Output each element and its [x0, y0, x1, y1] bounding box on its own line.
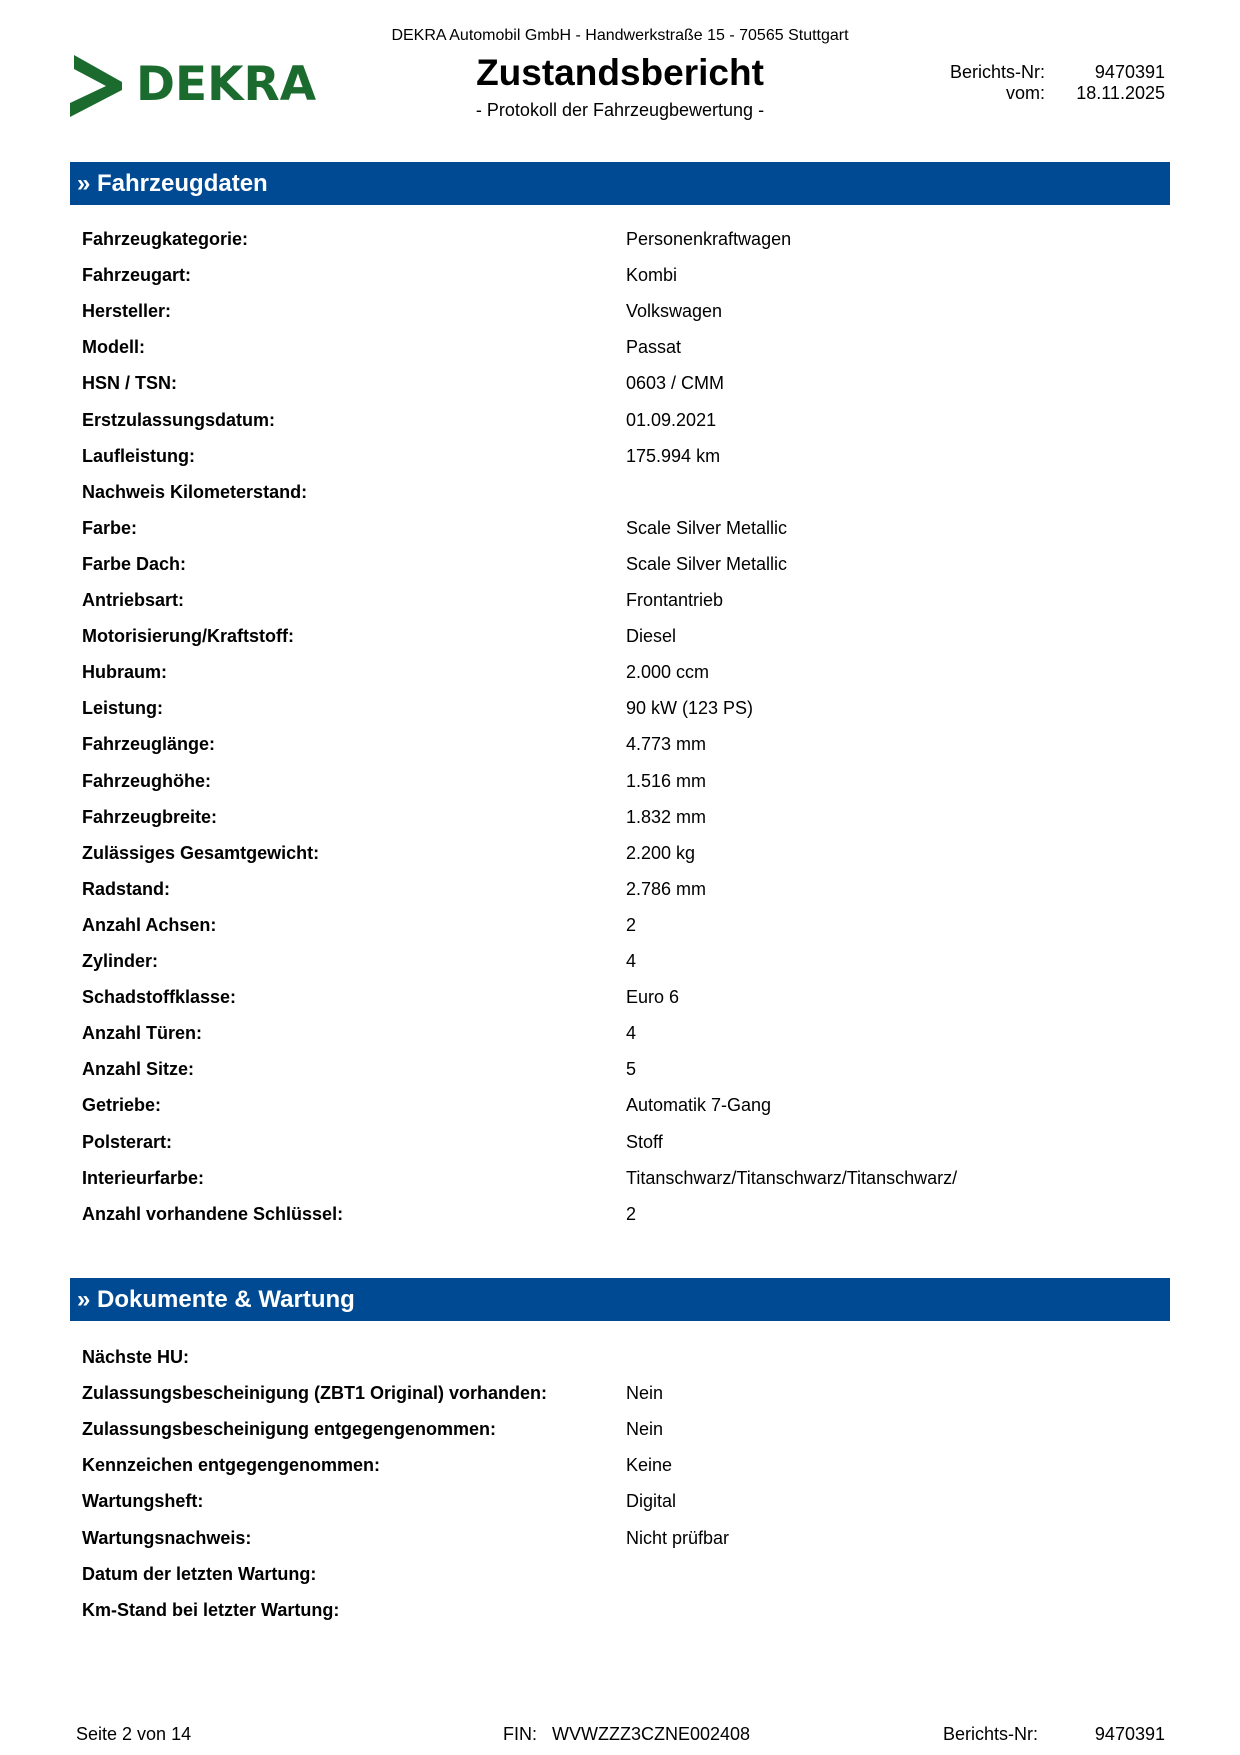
document-title: Zustandsbericht — [476, 52, 764, 93]
row-value: 0603 / CMM — [626, 373, 725, 393]
data-row — [82, 373, 1162, 409]
data-row — [82, 554, 1162, 590]
row-label: Antriebsart: — [82, 590, 185, 610]
row-value: Euro 6 — [626, 987, 680, 1007]
data-row — [82, 1383, 1162, 1419]
data-row — [82, 265, 1162, 301]
row-label: Radstand: — [82, 879, 171, 899]
row-label: Anzahl Türen: — [82, 1023, 202, 1043]
data-row — [82, 1491, 1162, 1527]
row-label: Interieurfarbe: — [82, 1168, 205, 1188]
data-row — [82, 1455, 1162, 1491]
data-row — [82, 1347, 1162, 1383]
row-label: Modell: — [82, 337, 145, 357]
data-row — [82, 446, 1162, 482]
row-value: Kombi — [626, 265, 678, 285]
row-label: Nächste HU: — [82, 1347, 190, 1367]
report-date: 18.11.2025 — [1076, 83, 1165, 103]
report-date-label: vom: — [1005, 83, 1045, 103]
data-row — [82, 1419, 1162, 1455]
data-row — [82, 626, 1162, 662]
row-value: Passat — [626, 337, 682, 357]
footer-fin-label: FIN: — [503, 1724, 537, 1744]
row-value: 4 — [626, 1023, 637, 1043]
data-row — [82, 1168, 1162, 1204]
data-row — [82, 1132, 1162, 1168]
section-header-dokumente-wartung: » Dokumente & Wartung — [70, 1278, 1170, 1321]
row-label: Anzahl Achsen: — [82, 915, 217, 935]
row-label: Leistung: — [82, 698, 163, 718]
row-label: Farbe: — [82, 518, 138, 538]
row-value: Nicht prüfbar — [626, 1528, 730, 1548]
row-label: Wartungsnachweis: — [82, 1528, 252, 1548]
row-value: Frontantrieb — [626, 590, 724, 610]
data-row — [82, 1204, 1162, 1240]
row-value: Volkswagen — [626, 301, 723, 321]
row-label: HSN / TSN: — [82, 373, 178, 393]
row-label: Fahrzeughöhe: — [82, 771, 211, 791]
data-row — [82, 590, 1162, 626]
row-label: Fahrzeuglänge: — [82, 734, 216, 754]
footer-page-number: Seite 2 von 14 — [76, 1724, 192, 1744]
data-row — [82, 518, 1162, 554]
dekra-logo-text: DEKRA — [136, 57, 317, 112]
row-value: Nein — [626, 1383, 664, 1403]
row-label: Wartungsheft: — [82, 1491, 204, 1511]
row-label: Fahrzeugart: — [82, 265, 192, 285]
row-value: Nein — [626, 1419, 664, 1439]
row-label: Polsterart: — [82, 1132, 173, 1152]
row-label: Getriebe: — [82, 1095, 162, 1115]
data-row — [82, 987, 1162, 1023]
row-label: Zulässiges Gesamtgewicht: — [82, 843, 320, 863]
company-address-line: DEKRA Automobil GmbH - Handwerkstraße 15 - 70565 Stuttgart — [391, 27, 849, 44]
data-row — [82, 1528, 1162, 1564]
row-label: Km-Stand bei letzter Wartung: — [82, 1600, 340, 1620]
row-label: Fahrzeugkategorie: — [82, 229, 249, 249]
data-row — [82, 843, 1162, 879]
data-row — [82, 879, 1162, 915]
row-value: 2.786 mm — [626, 879, 707, 899]
row-value: 2 — [626, 915, 637, 935]
section-header-fahrzeugdaten: » Fahrzeugdaten — [70, 162, 1170, 205]
row-value: 175.994 km — [626, 446, 721, 466]
data-row — [82, 734, 1162, 770]
data-row — [82, 1023, 1162, 1059]
report-number-label: Berichts-Nr: — [949, 62, 1045, 82]
row-label: Hubraum: — [82, 662, 167, 682]
row-value: Personenkraftwagen — [626, 229, 792, 249]
row-value: Digital — [626, 1491, 677, 1511]
row-value: Scale Silver Metallic — [626, 518, 788, 538]
data-row — [82, 1059, 1162, 1095]
row-label: Zylinder: — [82, 951, 159, 971]
row-value: 5 — [626, 1059, 637, 1079]
row-value: 2 — [626, 1204, 637, 1224]
row-value: 01.09.2021 — [626, 410, 717, 430]
row-value: Automatik 7-Gang — [626, 1095, 772, 1115]
data-row — [82, 951, 1162, 987]
footer-report-number: 9470391 — [1094, 1724, 1165, 1744]
data-row — [82, 915, 1162, 951]
row-label: Kennzeichen entgegengenommen: — [82, 1455, 381, 1475]
row-value: Keine — [626, 1455, 673, 1475]
row-label: Nachweis Kilometerstand: — [82, 482, 308, 502]
row-label: Farbe Dach: — [82, 554, 187, 574]
data-row — [82, 807, 1162, 843]
row-value: 1.516 mm — [626, 771, 707, 791]
row-value: Stoff — [626, 1132, 663, 1152]
row-label: Hersteller: — [82, 301, 172, 321]
row-value: Scale Silver Metallic — [626, 554, 788, 574]
row-label: Laufleistung: — [82, 446, 195, 466]
data-row — [82, 771, 1162, 807]
data-row — [82, 1095, 1162, 1131]
row-label: Schadstoffklasse: — [82, 987, 237, 1007]
row-value: Diesel — [626, 626, 677, 646]
data-row — [82, 229, 1162, 265]
data-row — [82, 1564, 1162, 1600]
data-row — [82, 410, 1162, 446]
footer-fin: WVWZZZ3CZNE002408 — [552, 1724, 751, 1744]
row-label: Zulassungsbescheinigung (ZBT1 Original) vorhanden: — [82, 1383, 548, 1403]
data-row — [82, 301, 1162, 337]
row-label: Anzahl Sitze: — [82, 1059, 195, 1079]
row-label: Erstzulassungsdatum: — [82, 410, 276, 430]
row-label: Anzahl vorhandene Schlüssel: — [82, 1204, 344, 1224]
report-number: 9470391 — [1094, 62, 1165, 82]
row-value: 4 — [626, 951, 637, 971]
row-value: 2.000 ccm — [626, 662, 710, 682]
data-row — [82, 1600, 1162, 1636]
footer-report-number-label: Berichts-Nr: — [943, 1724, 1039, 1744]
data-row — [82, 698, 1162, 734]
data-row — [82, 482, 1162, 518]
row-value: 2.200 kg — [626, 843, 696, 863]
data-row — [82, 337, 1162, 373]
document-subtitle: - Protokoll der Fahrzeugbewertung - — [475, 100, 765, 120]
row-label: Zulassungsbescheinigung entgegengenommen: — [82, 1419, 497, 1439]
row-label: Datum der letzten Wartung: — [82, 1564, 317, 1584]
row-label: Motorisierung/Kraftstoff: — [82, 626, 294, 646]
data-row — [82, 662, 1162, 698]
row-value: 90 kW (123 PS) — [626, 698, 754, 718]
row-value: 1.832 mm — [626, 807, 707, 827]
row-value: 4.773 mm — [626, 734, 707, 754]
row-label: Fahrzeugbreite: — [82, 807, 218, 827]
row-value: Titanschwarz/Titanschwarz/Titanschwarz/ — [626, 1168, 958, 1188]
